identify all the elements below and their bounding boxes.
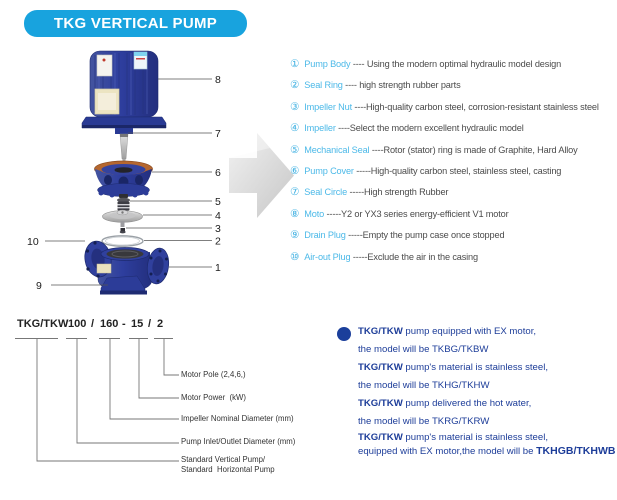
part-name: Pump Body [304, 59, 351, 69]
parts-list-item [290, 97, 617, 118]
label-motor-pole: Motor Pole (2,4,6,) [181, 370, 246, 379]
callout-9: 9 [36, 280, 42, 292]
note-line: equipped with EX motor,the model will be TKHGB/TKHWB [358, 445, 616, 457]
circled-number: ③ [290, 100, 300, 113]
part-name: Moto [304, 208, 325, 219]
parts-list-item [290, 140, 617, 161]
note-line: the model will be TKHG/TKHW [358, 380, 490, 391]
circled-number: ② [290, 79, 300, 92]
circled-number: ⑩ [290, 250, 300, 263]
part-name: Impeller Nut [304, 101, 352, 112]
label-impeller-diameter: Impeller Nominal Diameter (mm) [181, 414, 294, 423]
parts-list-item [290, 225, 617, 246]
circled-number: ⑧ [290, 207, 300, 220]
seal-ring-illustration [102, 236, 143, 246]
note-line: TKG/TKW pump's material is stainless steel, [358, 362, 549, 373]
label-standard-pump-2: Standard Horizontal Pump [181, 465, 275, 474]
note-line: the model will be TKRG/TKRW [358, 416, 490, 427]
circled-number: ⑦ [290, 186, 300, 199]
callout-8: 8 [215, 74, 221, 86]
model-variant-notes [358, 322, 614, 458]
part-description: -----Y2 or YX3 series energy-efficient V1 motor [324, 208, 509, 219]
pump-body-illustration [82, 239, 171, 294]
label-inlet-outlet: Pump Inlet/Outlet Diameter (mm) [181, 437, 296, 446]
note-line: the model will be TKBG/TKBW [358, 344, 489, 355]
circled-number: ⑥ [290, 164, 300, 177]
note-line: TKG/TKW pump delivered the hot water, [358, 398, 532, 409]
page-title-banner [24, 10, 247, 37]
parts-list-item [290, 75, 617, 96]
parts-list-item [290, 247, 617, 268]
model-segment-inlet: 100 [68, 318, 87, 330]
circled-number: ⑤ [290, 143, 300, 156]
callout-6: 6 [215, 167, 221, 179]
part-description: -----High-quality carbon steel, stainless steel, casting [353, 165, 562, 176]
part-name: Impeller [304, 123, 336, 134]
part-name: Seal Ring [304, 80, 343, 91]
model-segment-series: TKG/TKW [17, 318, 69, 330]
part-name: Seal Circle [304, 187, 348, 198]
motor-illustration [82, 51, 166, 134]
page-title: TKG VERTICAL PUMP [53, 15, 218, 32]
body-label [97, 264, 111, 273]
model-segment-power: 15 [131, 318, 144, 330]
part-description: -----Empty the pump case once stopped [345, 230, 505, 241]
part-description: ---- Using the modern optimal hydraulic model design [350, 59, 562, 69]
part-description: ----Select the modern excellent hydraulic model [335, 123, 524, 134]
model-segment-impeller: 160 [100, 318, 119, 330]
part-description: ----High-quality carbon steel, corrosion-resistant stainless steel [352, 101, 599, 112]
pump-cover-illustration [95, 161, 153, 199]
circled-number: ④ [290, 122, 300, 135]
model-segment-pole: 2 [157, 318, 164, 330]
label-standard-pump-1: Standard Vertical Pump/ [181, 455, 266, 464]
callout-2: 2 [215, 235, 221, 248]
part-name: Mechanical Seal [304, 144, 370, 155]
model-separator: / [91, 318, 95, 330]
note-line: TKG/TKW pump's material is stainless steel, [358, 432, 549, 443]
parts-list-item [290, 161, 617, 182]
part-description: ---- high strength rubber parts [342, 80, 461, 91]
callout-5: 5 [215, 196, 221, 208]
pump-exploded-diagram [8, 45, 318, 307]
callout-7: 7 [215, 128, 221, 140]
shaft-illustration [120, 134, 128, 163]
parts-list-item [290, 54, 617, 75]
impeller-illustration [103, 210, 143, 227]
part-name: Air-out Plug [304, 251, 351, 262]
impeller-nut-illustration [120, 228, 126, 233]
parts-list-item [290, 204, 617, 225]
right-block-arrow-icon [229, 133, 294, 218]
model-separator: / [148, 318, 152, 330]
parts-list [290, 54, 617, 268]
callout-3: 3 [215, 223, 221, 235]
label-motor-power: Motor Power (kW) [181, 393, 246, 402]
part-name: Drain Plug [304, 230, 346, 241]
callout-10: 10 [27, 236, 39, 248]
callout-4: 4 [215, 210, 221, 222]
part-description: -----Exclude the air in the casing [350, 251, 478, 262]
part-name: Pump Cover [304, 165, 354, 176]
motor-nameplate [97, 55, 112, 76]
callout-1: 1 [215, 262, 221, 274]
bullet-dot-icon [337, 327, 351, 341]
circled-number: ⑨ [290, 229, 300, 242]
parts-list-item [290, 182, 617, 203]
model-separator: - [122, 318, 126, 330]
part-description: -----High strength Rubber [347, 187, 449, 198]
parts-list-item [290, 118, 617, 139]
circled-number: ① [290, 58, 300, 70]
note-line: TKG/TKW pump equipped with EX motor, [358, 326, 537, 337]
part-description: ----Rotor (stator) ring is made of Graphite, Hard Alloy [369, 144, 578, 155]
